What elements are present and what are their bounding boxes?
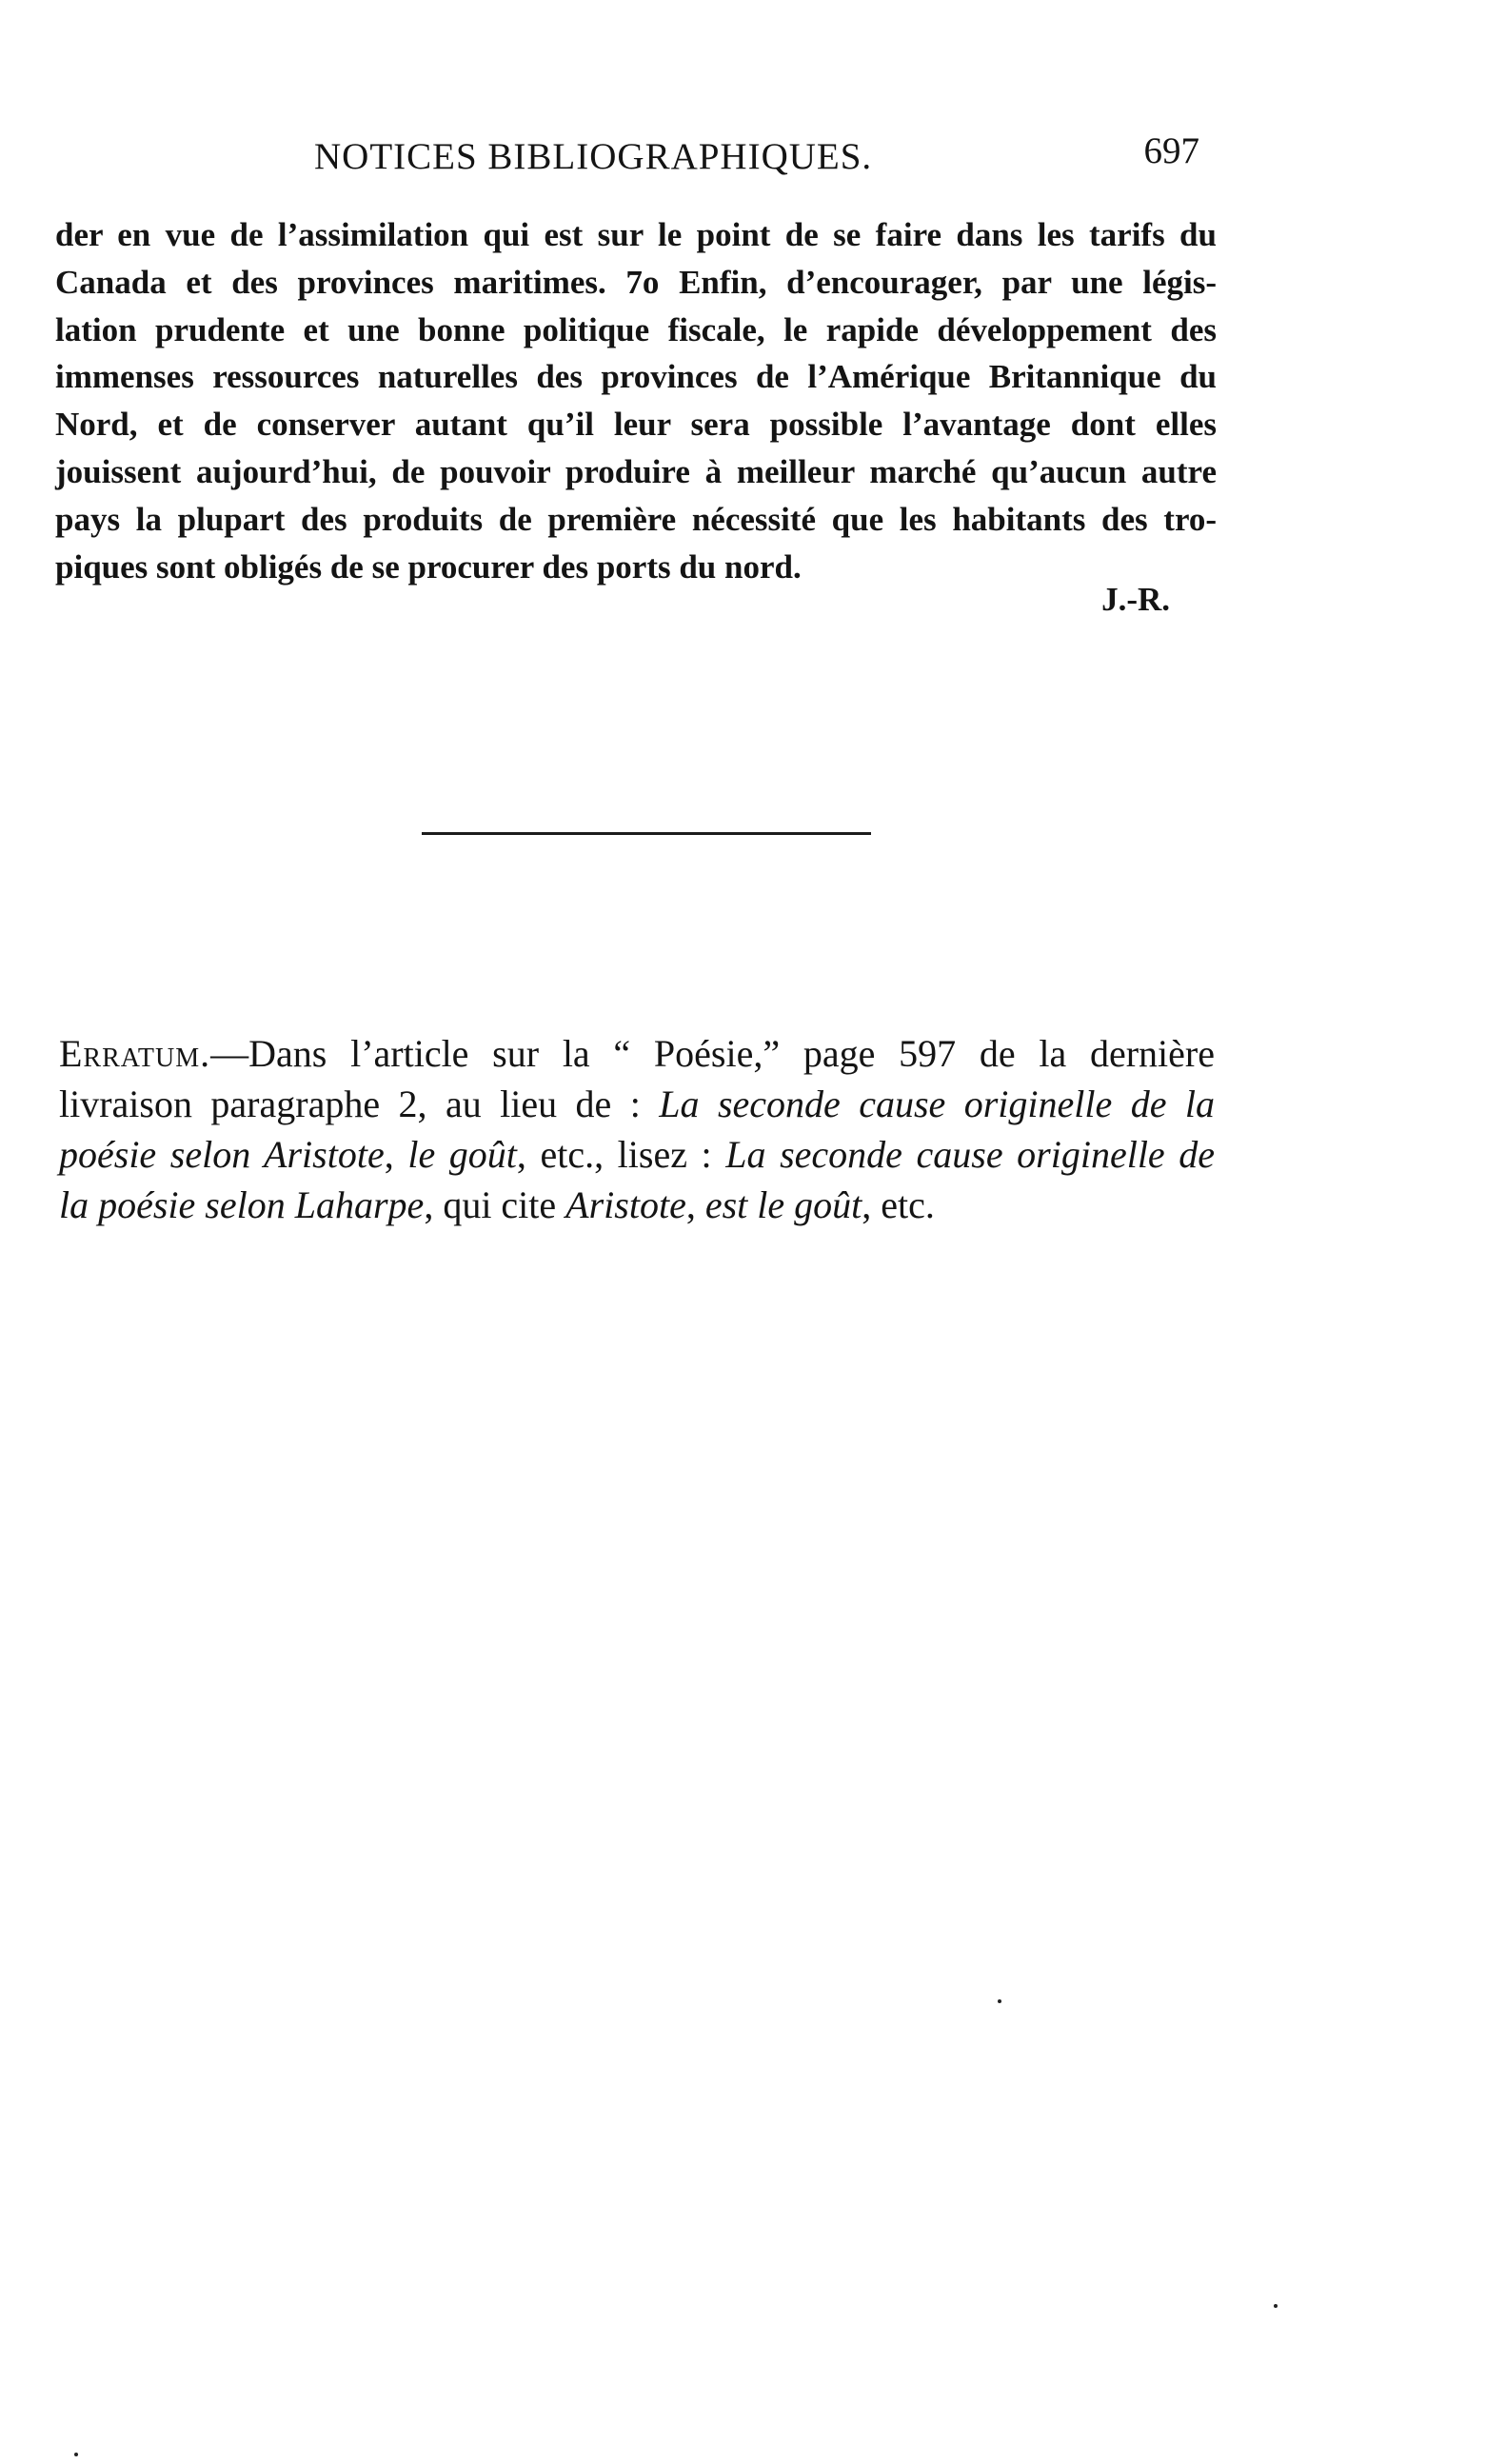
erratum-note	[59, 1028, 1215, 1230]
running-title: NOTICES BIBLIOGRAPHIQUES.	[314, 136, 873, 177]
erratum-text: —Dans l’article sur la “ Poésie,” page 597 de la dernière	[210, 1032, 1215, 1075]
erratum-italic-text: poésie selon Aristote	[59, 1133, 385, 1176]
section-divider	[422, 832, 871, 835]
erratum-line	[59, 1028, 1215, 1079]
erratum-text: , etc.	[862, 1183, 935, 1226]
page-header	[314, 130, 1199, 181]
erratum-line	[59, 1079, 1215, 1129]
body-line: pays la plupart des produits de première nécessité que les habitants des tro-	[55, 500, 1217, 538]
erratum-italic-text: La seconde cause originelle de la	[659, 1083, 1215, 1125]
erratum-italic-text: La seconde cause originelle de	[725, 1133, 1216, 1176]
body-line: jouissent aujourd’hui, de pouvoir produire à meilleur marché qu’aucun autre	[55, 452, 1217, 490]
erratum-italic-text: Aristote	[565, 1183, 686, 1226]
erratum-text: ,	[384, 1133, 394, 1176]
erratum-line	[59, 1129, 1215, 1180]
scan-speck	[998, 1999, 1001, 2003]
body-line: Canada et des provinces maritimes. 7o Enfin, d’encourager, par une légis-	[55, 263, 1217, 301]
erratum-text: livraison paragraphe 2, au lieu de :	[59, 1083, 641, 1125]
scan-speck	[1274, 2304, 1278, 2308]
scan-speck	[74, 2453, 78, 2456]
body-line: der en vue de l’assimilation qui est sur le point de se faire dans les tarifs du	[55, 216, 1217, 253]
body-line: Nord, et de conserver autant qu’il leur sera possible l’avantage dont elles	[55, 406, 1217, 444]
page-number: 697	[1143, 130, 1199, 171]
erratum-label: Erratum.	[59, 1032, 211, 1075]
erratum-text: , etc., lisez :	[516, 1133, 712, 1176]
erratum-text: , qui cite	[424, 1183, 557, 1226]
erratum-italic-text: la poésie selon Laharpe	[59, 1183, 425, 1226]
body-line: lation prudente et une bonne politique fiscale, le rapide développement des	[55, 310, 1217, 348]
body-paragraph	[55, 211, 1217, 590]
erratum-text: ,	[685, 1183, 696, 1226]
body-line: immenses ressources naturelles des provinces de l’Amérique Britannique du	[55, 358, 1217, 396]
body-line: piques sont obligés de se procurer des ports du nord.	[55, 547, 802, 586]
erratum-line	[59, 1180, 1215, 1230]
erratum-italic-text: est le goût	[704, 1183, 862, 1226]
erratum-italic-text: le goût	[407, 1133, 517, 1176]
author-signature: J.-R.	[1101, 581, 1170, 618]
